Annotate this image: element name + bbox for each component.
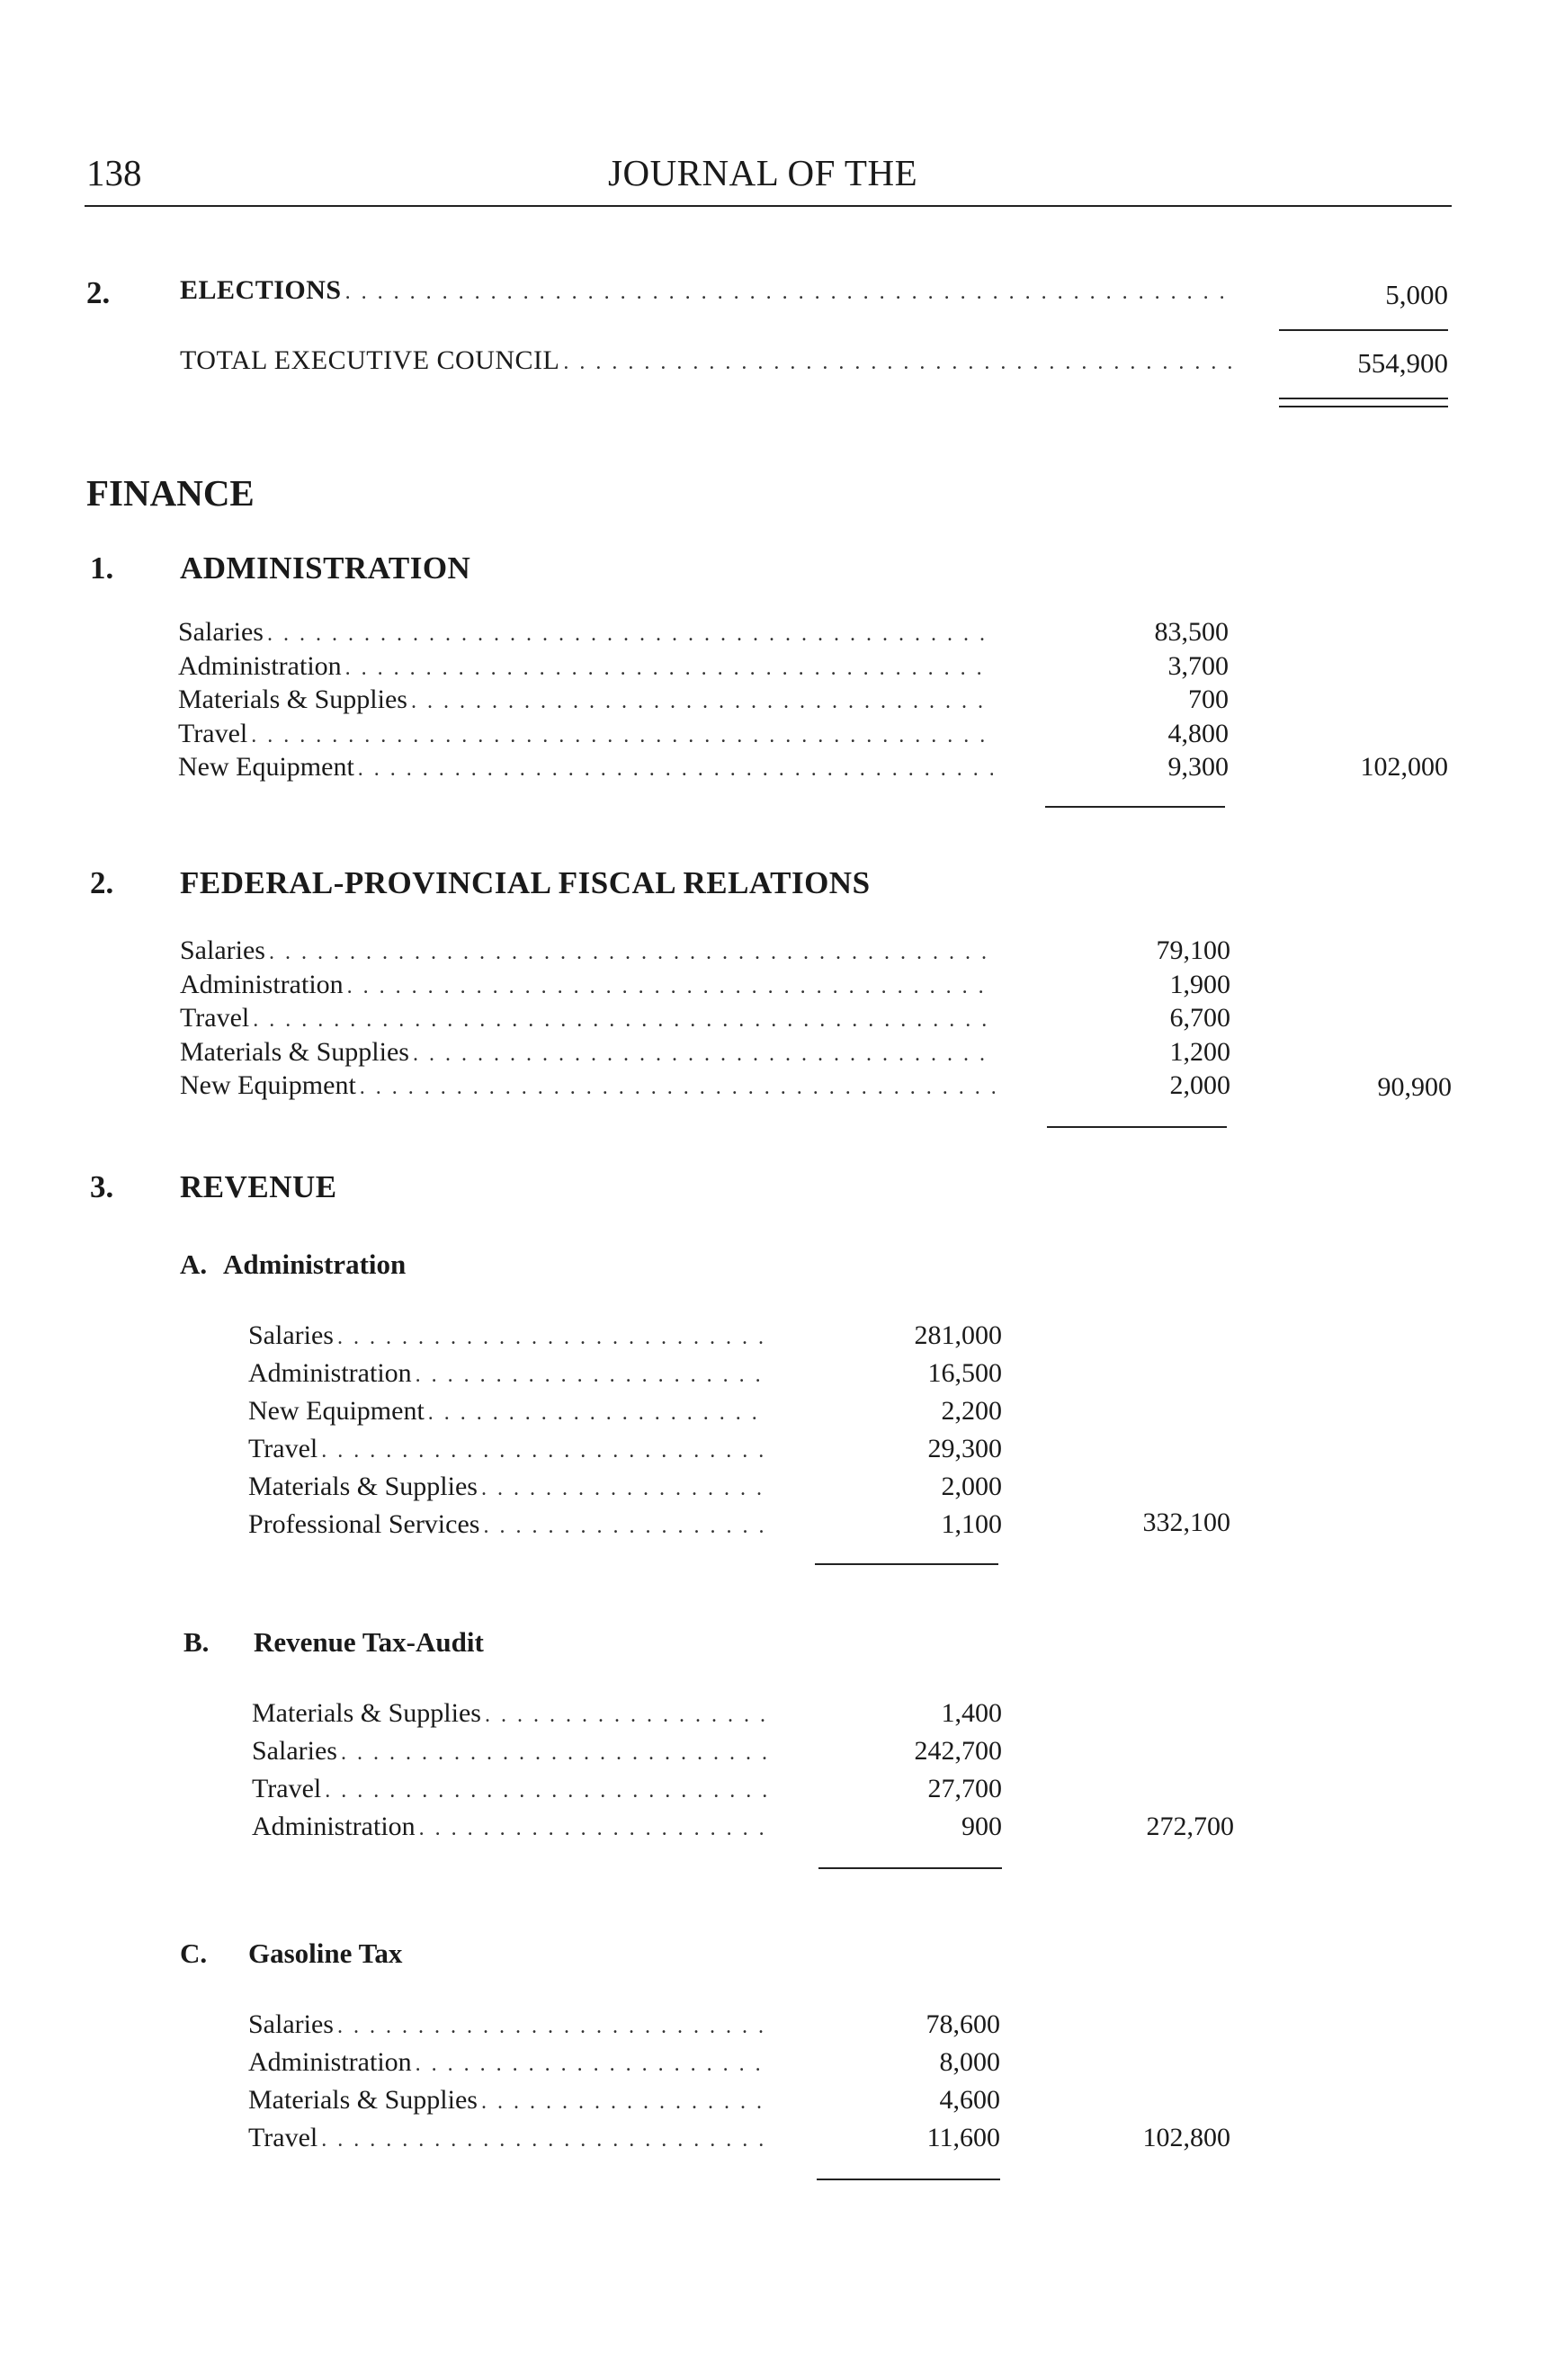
item-label: Salaries [248,2009,334,2039]
elections-number: 2. [86,275,111,310]
dot-leader [483,1515,768,1539]
double-underline-bottom [1279,406,1448,407]
item-amount: 27,700 [927,1774,1002,1803]
admin-number: 1. [90,550,114,586]
dot-leader [337,1326,768,1350]
item-label: Salaries [180,935,265,965]
item-amount: 29,300 [927,1434,1002,1463]
dot-leader [321,2128,768,2152]
dot-leader [345,281,1232,305]
rev-audit-title: Revenue Tax-Audit [254,1626,484,1658]
item-label: New Equipment [180,1070,356,1100]
revenue-title: REVENUE [180,1169,337,1204]
item-amount: 8,000 [939,2047,1000,2077]
elections-underline [1279,329,1448,331]
dot-leader [337,2015,768,2039]
list-item [252,1698,772,1732]
item-amount: 79,100 [1156,935,1230,965]
dot-leader [358,757,993,782]
item-label: Salaries [248,1320,334,1350]
fiscal-underline [1047,1126,1227,1128]
item-amount: 6,700 [1169,1003,1230,1033]
item-label: Travel [248,1434,318,1463]
admin-title: ADMINISTRATION [180,550,471,586]
item-amount: 2,000 [941,1472,1002,1501]
rev-gas-letter: C. [180,1937,208,1969]
rev-admin-total: 332,100 [1142,1508,1230,1537]
elections-amount: 5,000 [1385,279,1448,310]
dot-leader [485,1704,772,1728]
list-item [180,970,995,1004]
item-label: New Equipment [178,752,354,782]
item-amount: 700 [1188,684,1229,714]
item-label: Salaries [178,617,264,647]
rev-admin-title: Administration [223,1248,407,1280]
item-amount: 78,600 [926,2009,1000,2039]
item-label: Administration [178,650,342,681]
double-underline-top [1279,398,1448,399]
dot-leader [345,657,993,681]
list-item [248,2085,768,2119]
list-item [248,1320,768,1355]
dot-leader [347,975,995,999]
rev-admin-underline [815,1563,998,1565]
dot-leader [251,724,993,748]
item-amount: 9,300 [1167,752,1229,782]
item-amount: 4,600 [939,2085,1000,2115]
item-label: Materials & Supplies [178,684,407,714]
rev-admin-letter: A. [180,1248,208,1280]
list-item [248,1509,768,1543]
page-number: 138 [86,152,142,193]
list-item [178,719,993,753]
item-amount: 83,500 [1154,617,1229,647]
rev-gas-title: Gasoline Tax [248,1937,403,1969]
header-rule [85,205,1452,207]
item-amount: 281,000 [914,1320,1002,1350]
dot-leader [411,690,993,714]
item-amount: 2,000 [1169,1070,1230,1100]
item-amount: 900 [961,1812,1002,1841]
dot-leader [416,2053,768,2077]
item-label: Materials & Supplies [248,2085,478,2115]
dot-leader [413,1042,995,1067]
finance-title: FINANCE [86,472,255,514]
admin-underline [1045,806,1225,808]
fiscal-number: 2. [90,865,114,900]
item-label: Travel [180,1003,250,1033]
item-amount: 1,100 [941,1509,1002,1539]
dot-leader [321,1439,768,1463]
item-label: Salaries [252,1736,337,1766]
item-amount: 242,700 [914,1736,1002,1766]
rev-gas-underline [817,2179,1000,2180]
list-item [252,1736,772,1770]
dot-leader [419,1817,772,1841]
list-item [248,1358,768,1392]
item-amount: 16,500 [927,1358,1002,1388]
dot-leader [269,941,995,965]
item-label: Administration [252,1812,416,1841]
dot-leader [360,1076,995,1100]
list-item [252,1812,772,1846]
list-item [248,1396,768,1430]
list-item [248,2047,768,2081]
dot-leader [563,351,1232,375]
item-label: Professional Services [248,1509,480,1539]
dot-leader [416,1364,768,1388]
item-label: Travel [248,2123,318,2152]
item-label: New Equipment [248,1396,425,1426]
rev-audit-total: 272,700 [1146,1812,1234,1841]
list-item [248,1434,768,1468]
list-item [248,2009,768,2044]
dot-leader [325,1779,772,1803]
item-label: Materials & Supplies [180,1036,409,1067]
admin-total: 102,000 [1360,752,1448,782]
fiscal-title: FEDERAL-PROVINCIAL FISCAL RELATIONS [180,865,871,900]
list-item [178,752,993,786]
elections-row [180,275,1232,309]
elections-label: ELECTIONS [180,275,342,305]
fiscal-total: 90,900 [1377,1072,1452,1102]
list-item [178,651,993,685]
dot-leader [428,1401,768,1426]
dot-leader [481,1477,768,1501]
list-item [180,1037,995,1071]
list-item [252,1774,772,1808]
item-label: Materials & Supplies [252,1698,481,1728]
item-amount: 4,800 [1167,718,1229,748]
total-executive-amount: 554,900 [1357,347,1448,379]
item-amount: 2,200 [941,1396,1002,1426]
item-label: Travel [178,718,248,748]
rev-gas-total: 102,800 [1142,2123,1230,2152]
total-executive-row [180,345,1232,380]
list-item [178,684,993,719]
item-amount: 3,700 [1167,650,1229,681]
list-item [180,1070,995,1105]
item-label: Administration [180,969,344,999]
list-item [180,1003,995,1037]
rev-audit-letter: B. [183,1626,210,1658]
running-head: JOURNAL OF THE [608,152,918,193]
item-label: Administration [248,2047,412,2077]
item-label: Travel [252,1774,322,1803]
item-amount: 11,600 [926,2123,1000,2152]
list-item [178,617,993,651]
revenue-number: 3. [90,1169,114,1204]
item-label: Administration [248,1358,412,1388]
total-executive-label: TOTAL EXECUTIVE COUNCIL [180,345,560,375]
item-amount: 1,200 [1169,1036,1230,1067]
item-amount: 1,400 [941,1698,1002,1728]
dot-leader [341,1741,772,1766]
list-item [248,2123,768,2157]
list-item [180,935,995,970]
list-item [248,1472,768,1506]
rev-audit-underline [818,1867,1002,1869]
item-amount: 1,900 [1169,969,1230,999]
dot-leader [267,622,993,647]
dot-leader [253,1008,995,1033]
item-label: Materials & Supplies [248,1472,478,1501]
dot-leader [481,2090,768,2115]
